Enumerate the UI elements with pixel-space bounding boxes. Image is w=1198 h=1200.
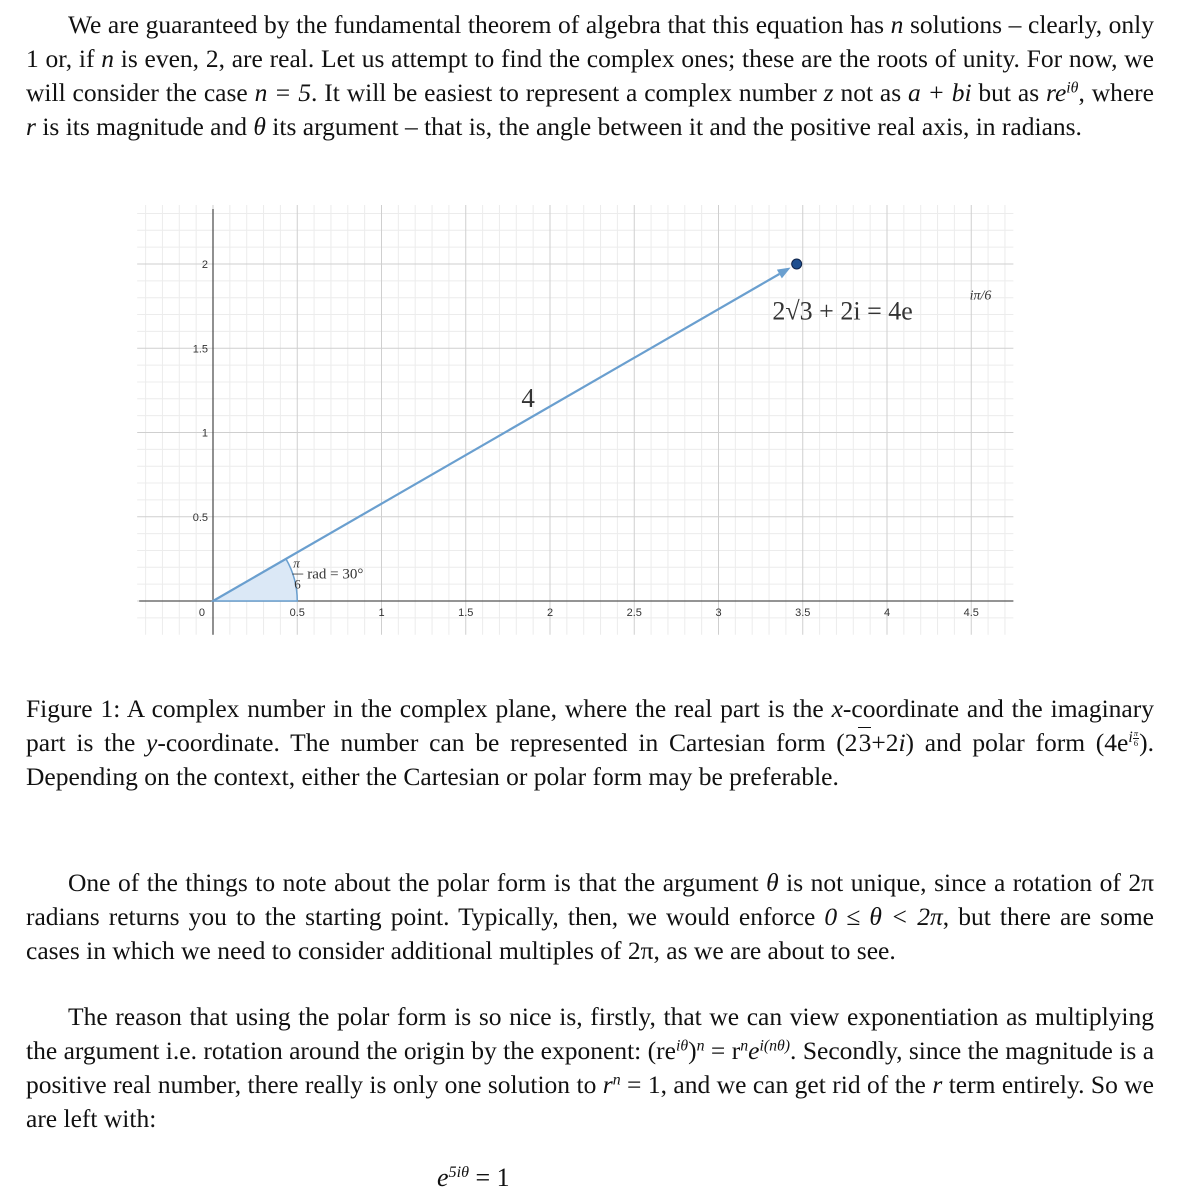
complex-point: [792, 259, 802, 269]
x-tick-label: 3.5: [795, 607, 811, 619]
y-tick-label: 0.5: [192, 511, 208, 524]
x-tick-label: 3: [715, 607, 722, 619]
x-tick-label: 4: [883, 607, 891, 619]
x-tick-labels: [290, 607, 979, 619]
x-tick-label: 1.5: [458, 607, 474, 619]
x-tick-label: 4.5: [963, 607, 979, 619]
x-tick-label: 2.5: [626, 607, 642, 619]
polar-reason-paragraph: The reason that using the polar form is so nice is, firstly, that we can view exponentiation as multiplying the argument i.e. rotation around the origin by the exponent: $(re^{i\theta})^n = r^ne^{i(n\theta)}$. Secondly, since the magnitude is a positive real number, there really is only one solution to $r^n = 1$, and we can get rid of the r term entirely. So we are left with:: [26, 1002, 1155, 1133]
svg-text:π: π: [293, 555, 300, 571]
figure-caption: Figure 1: A complex number in the complex plane, where the real part is the x-coordinate and the imaginary part is the y-coordinate. The number can be represented in Cartesian form (23+2i) and polar form ($4e^{i \frac{\pi}{6}}$ ). Depending on the context, either the Cartesian or polar form may be preferable.: [26, 694, 1154, 791]
svg-text:6: 6: [294, 576, 301, 592]
svg-text:rad = 30°: rad = 30°: [307, 566, 364, 583]
svg-text:2√3 + 2i = 4e: 2√3 + 2i = 4e: [772, 296, 913, 326]
polar-note-paragraph: One of the things to note about the polar form is that the argument θ is not unique, since a rotation of 2π radians returns you to the starting point. Typically, then, we would enforce 0 ≤ θ < 2π, but there are some cases in which we need to consider additional multiples of 2π, as we are about to see.: [26, 868, 1155, 965]
point-label: [772, 288, 991, 325]
angle-label: [292, 555, 363, 591]
complex-plane-figure: [136, 200, 1056, 640]
y-tick-labels: [193, 259, 208, 524]
magnitude-label: 4: [521, 383, 535, 414]
y-tick-label: 1: [201, 427, 208, 440]
arrowhead: [777, 268, 791, 279]
x-tick-label: 2: [546, 607, 554, 619]
origin-label: 0: [198, 607, 205, 619]
display-equation: $e^{5i\theta} = 1$: [437, 1163, 510, 1192]
y-tick-label: 1.5: [192, 343, 208, 356]
svg-text:iπ/6: iπ/6: [969, 288, 992, 304]
vector-arrow: [213, 274, 779, 601]
y-tick-label: 2: [201, 259, 208, 271]
x-tick-label: 0.5: [289, 607, 305, 619]
intro-paragraph: We are guaranteed by the fundamental theorem of algebra that this equation has n solutions – clearly, only 1 or, if n is even, 2, are real. Let us attempt to find the complex ones; these are the roots of unity. For now, we will consider the case n = 5. It will be easiest to represent a complex number z not as a + bi but as $re^{i\theta}$, where r is its magnitude and θ its argument – that is, the angle between it and the positive real axis, in radians.: [26, 10, 1154, 141]
x-tick-label: 1: [378, 607, 385, 619]
